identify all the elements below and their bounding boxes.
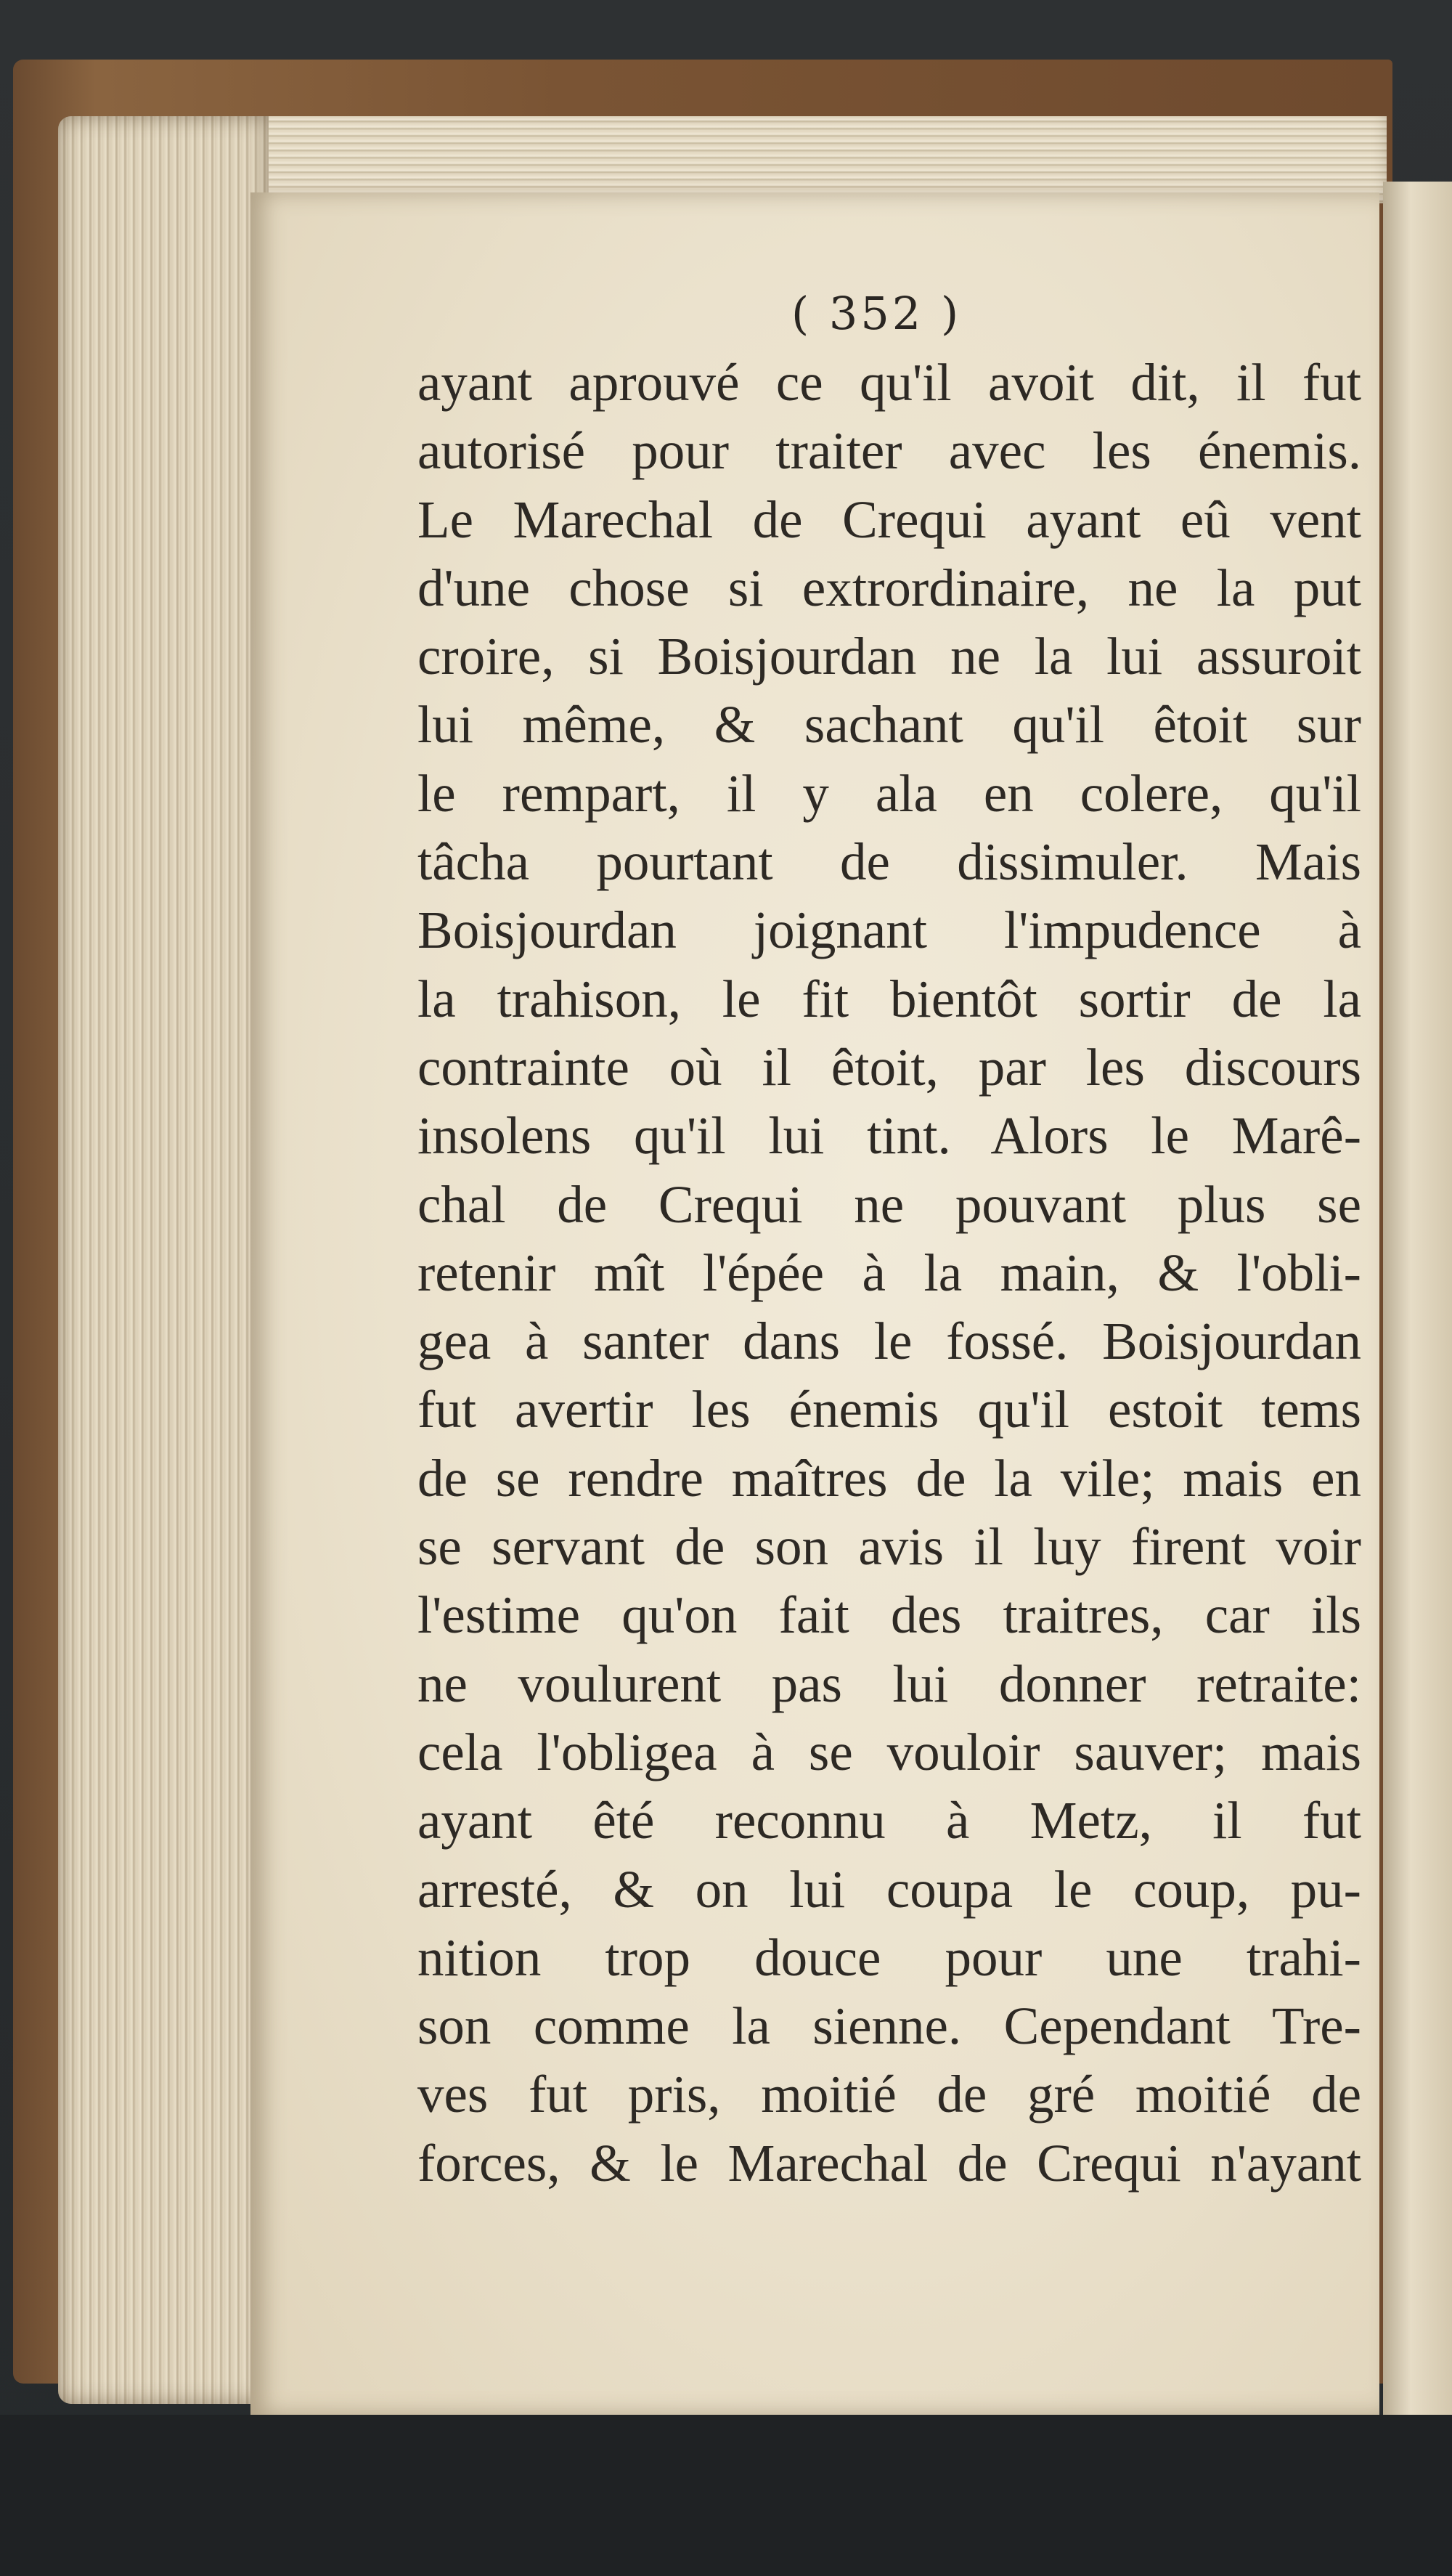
page-number: ( 352 ): [791, 287, 962, 340]
text-line: tâcha pourtant de dissimuler. Mais: [417, 832, 1361, 892]
text-line: contrainte où il êtoit, par les discours: [417, 1037, 1361, 1097]
text-line: forces, & le Marechal de Crequi n'ayant: [417, 2133, 1361, 2193]
text-line: la trahison, le fit bientôt sortir de la: [417, 969, 1361, 1028]
text-line: lui même, & sachant qu'il êtoit sur: [417, 695, 1361, 755]
text-line: chal de Crequi ne pouvant plus se: [417, 1174, 1361, 1234]
text-line: nition trop douce pour une trahi-: [417, 1927, 1361, 1987]
page-top-edges: [94, 116, 1387, 203]
text-line: retenir mît l'épée à la main, & l'obli-: [417, 1243, 1361, 1302]
text-line: fut avertir les énemis qu'il estoit tems: [417, 1380, 1361, 1439]
text-line: d'une chose si extrordinaire, ne la put: [417, 558, 1361, 617]
text-line: autorisé pour traiter avec les énemis.: [417, 421, 1361, 481]
background-shadow: [0, 2415, 1452, 2576]
text-line: de se rendre maîtres de la vile; mais en: [417, 1448, 1361, 1508]
text-line: arresté, & on lui coupa le coup, pu-: [417, 1859, 1361, 1919]
page-text: [417, 349, 1361, 2198]
text-line: insolens qu'il lui tint. Alors le Marê-: [417, 1106, 1361, 1166]
text-line: Le Marechal de Crequi ayant eû vent: [417, 489, 1361, 549]
text-line: cela l'obligea à se vouloir sauver; mais: [417, 1722, 1361, 1781]
text-line: le rempart, il y ala en colere, qu'il: [417, 763, 1361, 823]
text-line: l'estime qu'on fait des traitres, car ils: [417, 1585, 1361, 1645]
text-line: se servant de son avis il luy firent voir: [417, 1517, 1361, 1577]
text-line: ves fut pris, moitié de gré moitié de: [417, 2065, 1361, 2124]
text-line: Boisjourdan joignant l'impudence à: [417, 901, 1361, 960]
text-line: croire, si Boisjourdan ne la lui assuroit: [417, 627, 1361, 686]
text-line: ayant aprouvé ce qu'il avoit dit, il fut: [417, 353, 1361, 412]
text-line: son comme la sienne. Cependant Tre-: [417, 1996, 1361, 2056]
facing-leaf-edge: [1383, 182, 1452, 2415]
text-line: ayant êté reconnu à Metz, il fut: [417, 1791, 1361, 1850]
page-side-edges: [58, 116, 269, 2404]
text-line: gea à santer dans le fossé. Boisjourdan: [417, 1312, 1361, 1371]
text-line: ne voulurent pas lui donner retraite:: [417, 1654, 1361, 1713]
